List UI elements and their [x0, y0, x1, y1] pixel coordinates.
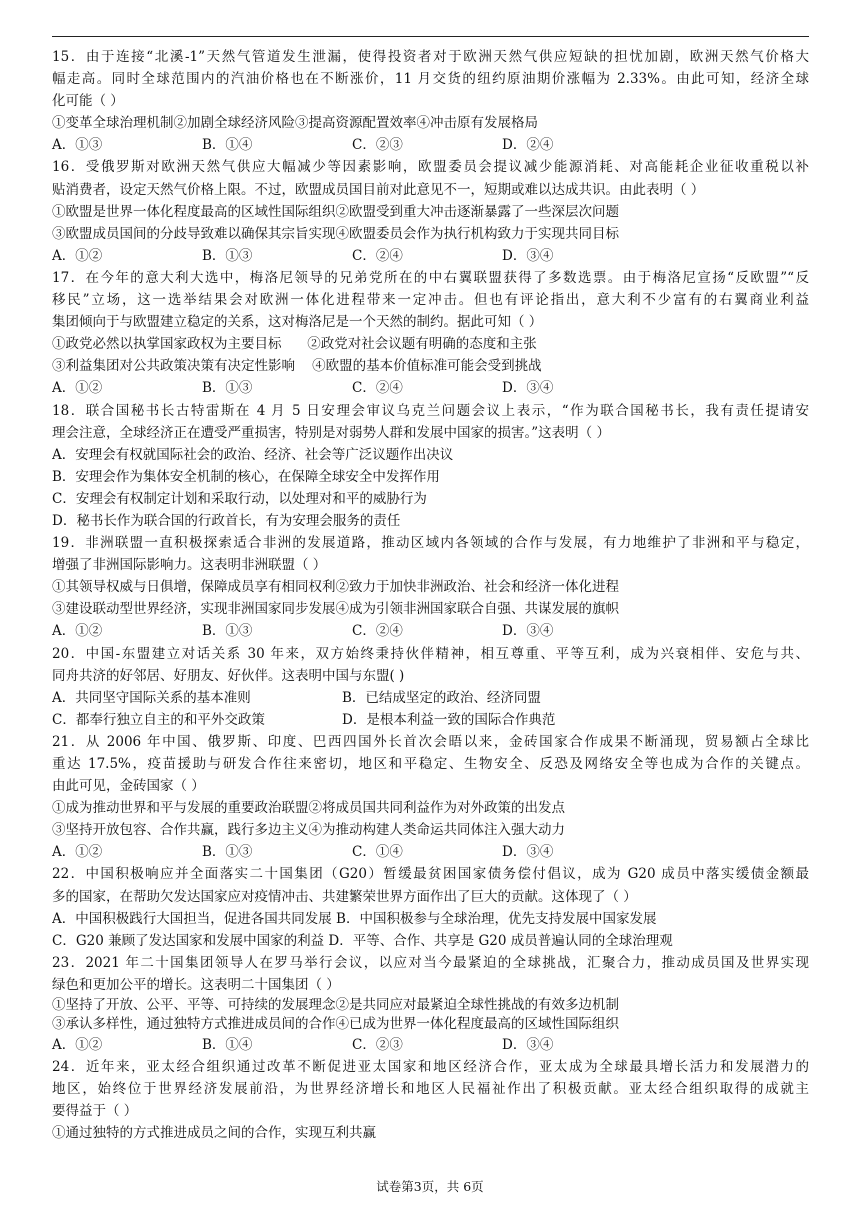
- question-stem-line: 24．近年来，亚太经合组织通过改革不断促进亚太国家和地区经济合作，亚太成为全球最具增长活力和发展潜力的: [52, 1059, 809, 1076]
- question-stem-line: 贴消费者，设定天然气价格上限。不过，欧盟成员国目前对此意见不一，短期或难以达成共识。由此表明（ ）: [52, 181, 705, 198]
- answer-option: C．②④: [352, 380, 403, 397]
- question-stem-line: 16．受俄罗斯对欧洲天然气供应大幅减少等因素影响，欧盟委员会提议减少能源消耗、对高能耗企业征收重税以补: [52, 159, 809, 176]
- statement-line: ③承认多样性，通过独特方式推进成员间的合作④已成为世界一体化程度最高的区域性国际组织: [52, 1016, 619, 1033]
- question-stem-line: 绿色和更加公平的增长。这表明二十国集团（ ）: [52, 976, 340, 993]
- answer-options: [52, 245, 809, 267]
- question-stem-line: 22．中国积极响应并全面落实二十国集团（G20）暂缓最贫困国家债务偿付倡议，成为 G20 成员中落实缓债金额最: [52, 866, 809, 883]
- answer-option: A．①②: [52, 380, 103, 397]
- question-16: [52, 156, 809, 266]
- question-stem-line: 20．中国-东盟建立对话关系 30 年来，双方始终秉持伙伴精神，相互尊重、平等互利，成为兴衰相伴、安危与共、: [52, 645, 809, 662]
- question-stem-line: 17．在今年的意大利大选中，梅洛尼领导的兄弟党所在的中右翼联盟获得了多数选票。由于梅洛尼宣扬“反欧盟”“反: [52, 269, 809, 286]
- header-rule: [52, 36, 809, 37]
- statement-line: ③欧盟成员国间的分歧导致难以确保其宗旨实现④欧盟委员会作为执行机构致力于实现共同目标: [52, 225, 619, 242]
- answer-option: C．②④: [352, 623, 403, 640]
- question-22: [52, 863, 809, 951]
- answer-options: [52, 620, 809, 642]
- question-stem-line: 化可能（ ）: [52, 93, 124, 110]
- answer-option: B．已结成坚定的政治、经济同盟: [342, 689, 541, 706]
- question-stem-line: 21．从 2006 年中国、俄罗斯、印度、巴西四国外长首次会晤以来，金砖国家合作成果不断涌现，贸易额占全球比: [52, 733, 809, 750]
- question-stem-line: 同舟共济的好邻居、好朋友、好伙伴。这表明中国与东盟( ): [52, 667, 405, 684]
- answer-option: A．①②: [52, 1037, 103, 1054]
- answer-option: C．①④: [352, 844, 403, 861]
- answer-option: B．①④: [202, 1037, 253, 1054]
- question-stem-line: 由此可见，金砖国家（ ）: [52, 778, 205, 795]
- answer-option: C．G20 兼顾了发达国家和发展中国家的利益 D．平等、合作、共享是 G20 成员普遍认同的全球治理观: [52, 932, 673, 949]
- statement-line: ①变革全球治理机制②加剧全球经济风险③提高资源配置效率④冲击原有发展格局: [52, 115, 538, 132]
- answer-option: B．①④: [202, 137, 253, 154]
- statement-line: ③利益集团对公共政策决策有决定性影响 ④欧盟的基本价值标准可能会受到挑战: [52, 358, 542, 375]
- question-stem-line: 移民”立场，这一选举结果会对欧洲一体化进程带来一定冲击。但也有评论指出，意大利不少富有的右翼商业利益: [52, 292, 809, 309]
- answer-option: C．安理会有权制定计划和采取行动，以处理对和平的威胁行为: [52, 490, 427, 507]
- statement-line: ①通过独特的方式推进成员之间的合作，实现互利共赢: [52, 1125, 376, 1142]
- question-20: [52, 643, 809, 731]
- answer-option: D．③④: [502, 247, 554, 264]
- answer-option: D．②④: [502, 137, 554, 154]
- statement-line: ③坚持开放包容、合作共赢，践行多边主义④为推动构建人类命运共同体注入强大动力: [52, 822, 565, 839]
- answer-options: [52, 841, 809, 863]
- statement-line: ③建设联动型世界经济，实现非洲国家同步发展④成为引领非洲国家联合自强、共谋发展的旗帜: [52, 601, 619, 618]
- answer-option: A．①③: [52, 137, 103, 154]
- statement-line: ①其领导权威与日俱增，保障成员享有相同权利②致力于加快非洲政治、社会和经济一体化进程: [52, 579, 619, 596]
- question-19: [52, 532, 809, 642]
- question-stem-line: 18．联合国秘书长古特雷斯在 4 月 5 日安理会审议乌克兰问题会议上表示，“作为联合国秘书长，我有责任提请安: [52, 402, 809, 419]
- question-21: [52, 731, 809, 864]
- answer-option: A．安理会有权就国际社会的政治、经济、社会等广泛议题作出决议: [52, 446, 454, 463]
- question-stem-line: 理会注意，全球经济正在遭受严重损害，特别是对弱势人群和发展中国家的损害。”这表明（ ）: [52, 424, 610, 441]
- answer-option: B．安理会作为集体安全机制的核心，在保障全球安全中发挥作用: [52, 468, 440, 485]
- question-stem-line: 集团倾向于与欧盟建立稳定的关系，这对梅洛尼是一个天然的制约。据此可知（ ）: [52, 314, 543, 331]
- question-15: [52, 46, 809, 156]
- answer-option: B．①③: [202, 844, 253, 861]
- question-23: [52, 952, 809, 1056]
- answer-option: A．①②: [52, 623, 103, 640]
- statement-line: ①欧盟是世界一体化程度最高的区域性国际组织②欧盟受到重大冲击逐渐暴露了一些深层次问题: [52, 203, 619, 220]
- question-stem-line: 增强了非洲国际影响力。这表明非洲联盟（ ）: [52, 557, 327, 574]
- answer-option: C．②③: [352, 1037, 403, 1054]
- answer-option: C．②③: [352, 137, 403, 154]
- answer-option: B．①③: [202, 247, 253, 264]
- answer-options: [52, 709, 809, 731]
- exam-page-body: [52, 46, 809, 1145]
- answer-options: [52, 687, 809, 709]
- statement-line: ①政党必然以执掌国家政权为主要目标 ②政党对社会议题有明确的态度和主张: [52, 336, 537, 353]
- question-stem-line: 幅走高。同时全球范围内的汽油价格也在不断涨价，11 月交货的纽约原油期价涨幅为 2.33%。由此可知，经济全球: [52, 71, 809, 88]
- statement-line: ①成为推动世界和平与发展的重要政治联盟②将成员国共同利益作为对外政策的出发点: [52, 800, 565, 817]
- answer-option: D．③④: [502, 844, 554, 861]
- answer-option: C．都奉行独立自主的和平外交政策: [52, 711, 265, 728]
- answer-option: A．中国积极践行大国担当，促进各国共同发展 B．中国积极参与全球治理，优先支持发展中国家发展: [52, 910, 657, 927]
- answer-option: D．③④: [502, 1037, 554, 1054]
- statement-line: ①坚持了开放、公平、平等、可持续的发展理念②是共同应对最紧迫全球性挑战的有效多边机制: [52, 997, 619, 1014]
- answer-option: B．①③: [202, 380, 253, 397]
- answer-option: D．是根本利益一致的国际合作典范: [342, 711, 556, 728]
- question-stem-line: 15．由于连接“北溪-1”天然气管道发生泄漏，使得投资者对于欧洲天然气供应短缺的担忧加剧，欧洲天然气价格大: [52, 49, 809, 65]
- question-stem-line: 要得益于（ ）: [52, 1103, 138, 1120]
- question-stem-line: 地区，始终位于世界经济发展前沿，为世界经济增长和地区人民福祉作出了积极贡献。亚太经合组织取得的成就主: [52, 1081, 809, 1098]
- answer-option: D．秘书长作为联合国的行政首长，有为安理会服务的责任: [52, 512, 401, 529]
- answer-options: [52, 377, 809, 399]
- answer-options: [52, 134, 809, 156]
- answer-option: D．③④: [502, 623, 554, 640]
- page-footer: 试卷第3页，共 6页: [376, 1179, 484, 1194]
- question-stem-line: 23．2021 年二十国集团领导人在罗马举行会议，以应对当今最紧迫的全球挑战，汇聚合力，推动成员国及世界实现: [52, 954, 809, 971]
- question-stem-line: 19．非洲联盟一直积极探索适合非洲的发展道路，推动区域内各领域的合作与发展，有力地维护了非洲和平与稳定，: [52, 535, 809, 552]
- answer-option: A．①②: [52, 247, 103, 264]
- answer-options: [52, 1034, 809, 1056]
- question-17: [52, 267, 809, 400]
- question-24: [52, 1056, 809, 1144]
- answer-option: A．①②: [52, 844, 103, 861]
- answer-option: C．②④: [352, 247, 403, 264]
- question-stem-line: 多的国家，在帮助欠发达国家应对疫情冲击、共建繁荣世界方面作出了巨大的贡献。这体现了（ ）: [52, 888, 637, 905]
- question-18: [52, 400, 809, 533]
- answer-option: D．③④: [502, 380, 554, 397]
- question-stem-line: 重达 17.5%，疫苗援助与研发合作往来密切，地区和平稳定、生物安全、反恐及网络安全等也成为合作的关键点。: [52, 756, 809, 772]
- answer-option: B．①③: [202, 623, 253, 640]
- answer-option: A．共同坚守国际关系的基本准则: [52, 689, 251, 706]
